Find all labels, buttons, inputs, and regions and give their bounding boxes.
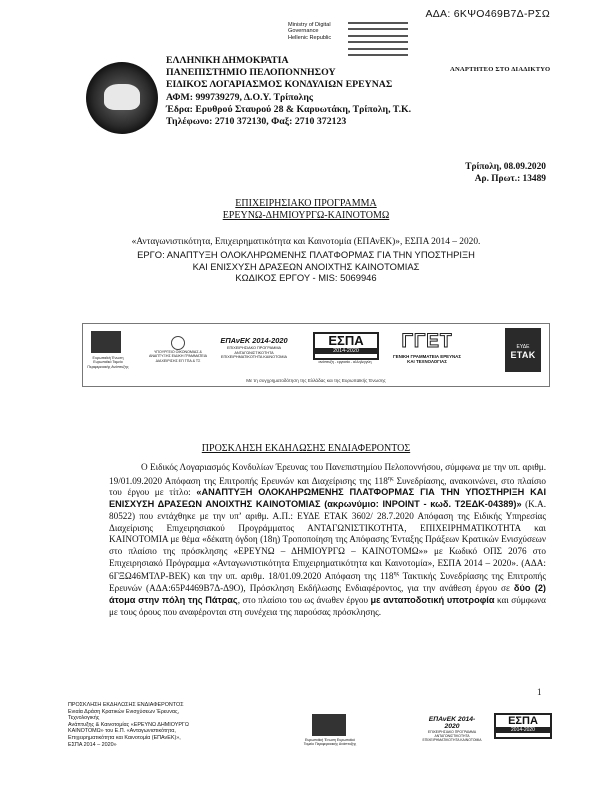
- eyde-big: ΕΤΑΚ: [510, 350, 536, 360]
- espa-years: 2014-2020: [315, 348, 377, 354]
- footer-epanek-subtitle: ΕΠΙΧΕΙΡΗΣΙΑΚΟ ΠΡΟΓΡΑΜΜΑ ΑΝΤΑΓΩΝΙΣΤΙΚΟΤΗΤΑ ΕΠΙΧΕΙΡΗΜΑΤΙΚΟΤΗΤΑ ΚΑΙΝΟΤΟΜΙΑ: [422, 730, 482, 743]
- footer-line: ΚΑΙΝΟΤΟΜΩ» του Ε.Π. «Ανταγωνιστικότητα,: [68, 728, 176, 735]
- gget-subtitle: ΓΕΝΙΚΗ ΓΡΑΜΜΑΤΕΙΑ ΕΡΕΥΝΑΣ ΚΑΙ ΤΕΧΝΟΛΟΓΙΑΣ: [393, 354, 461, 365]
- espa-logo: [313, 332, 379, 360]
- university-seal-logo: [86, 62, 158, 134]
- footer-line: Επιχειρηματικότητα και Καινοτομία (ΕΠΑνΕΚ)»,: [68, 734, 181, 741]
- eu-flag-icon: [91, 331, 121, 353]
- ministry-text: ΥΠΟΥΡΓΕΙΟ ΟΙΚΟΝΟΜΙΑΣ & ΑΝΑΠΤΥΞΗΣ ΕΙΔΙΚΗ ΓΡΑΜΜΑΤΕΙΑ ΔΙΑΧΕΙΡΙΣΗΣ ΕΠ ΤΠΑ & ΤΣ: [148, 350, 208, 363]
- date-block: [465, 161, 546, 185]
- epanek-title: ΕΠΑνΕΚ 2014-2020: [220, 336, 288, 345]
- letterhead-line: Τηλέφωνο: 2710 372130, Φαξ: 2710 372123: [166, 116, 347, 128]
- espa-subtitle: ανάπτυξη - εργασία - αλληλεγγύη: [318, 360, 372, 364]
- gget-title: ΓΓΕΤ: [401, 331, 453, 352]
- espa-title: ΕΣΠΑ: [328, 333, 364, 348]
- project-info: [60, 237, 552, 284]
- footer-epanek-logo: [422, 716, 482, 743]
- signature-line: Governance: [288, 28, 319, 35]
- epanek-subtitle: ΕΠΙΧΕΙΡΗΣΙΑΚΟ ΠΡΟΓΡΑΜΜΑ ΑΝΤΑΓΩΝΙΣΤΙΚΟΤΗΤΑ ΕΠΙΧΕΙΡΗΜΑΤΙΚΟΤΗΤΑ ΚΑΙΝΟΤΟΜΙΑ: [220, 346, 288, 360]
- page-number: 1: [537, 687, 542, 697]
- footer-eu-text: Ευρωπαϊκή Ένωση Ευρωπαϊκό Ταμείο Περιφερειακής Ανάπτυξης: [303, 738, 357, 747]
- ministry-emblem-icon: [171, 336, 185, 350]
- signature-line: Hellenic Republic: [288, 34, 332, 41]
- program-line: ΕΠΙΧΕΙΡΗΣΙΑΚΟ ΠΡΟΓΡΑΜΜΑ: [235, 198, 377, 209]
- banner-caption: Με τη συγχρηματοδότηση της Ελλάδας και της Ευρωπαϊκής Ένωσης: [246, 378, 386, 383]
- gget-logo: [393, 332, 461, 365]
- signature-line: Ministry of Digital: [288, 22, 331, 28]
- epanek-logo: [219, 336, 289, 364]
- project-code: ΚΩΔΙΚΟΣ ΕΡΓΟΥ - MIS: 5069946: [235, 272, 377, 284]
- footer-line: Ενιαία Δράση Κρατικών Ενισχύσεων Έρευνας, Τεχνολογικής: [68, 708, 180, 722]
- place-date: Τρίπολη, 08.09.2020: [465, 162, 546, 172]
- invitation-body: Ο Ειδικός Λογαριασμός Κονδυλίων Έρευνας του Πανεπιστημίου Πελοποννήσου, σύμφωνα με την υπ. αριθμ. 19/01.09.2020 Απόφαση της Επιτροπής Ερευνών και Διαχείρισης της $118^{\eta\varsigma}$ Συνεδρίασης, ανακοινώνει, στο πλαίσιο του έργου με τίτλο: «ΑΝΑΠΤΥΞΗ ΟΛΟΚΛΗΡΩΜΕΝΗΣ ΠΛΑΤΦΟΡΜΑΣ ΓΙΑ ΤΗΝ ΥΠΟΣΤΗΡΙΞΗ ΚΑΙ ΕΝΙΣΧΥΣΗ ΔΡΑΣΕΩΝ ΑΝΟΙΧΤΗΣ ΚΑΙΝΟΤΟΜΙΑΣ (ακρωνύμιο: INPOINT - κωδ. Τ2ΕΔΚ-04389)» (Κ.Α. 80522) που εντάχθηκε με την υπ’ αριθμ. Α.Π.: ΕΥΔΕ ΕΤΑΚ 3602/ 28.7.2020 Απόφαση της Ειδικής Υπηρεσίας Διαχείρισης Επιχειρησιακού Προγράμματος ΑΝΤΑΓΩΝΙΣΤΙΚΟΤΗΤΑ, ΕΠΙΧΕΙΡΗΜΑΤΙΚΟΤΗΤΑ και ΚΑΙΝΟΤΟΜΙΑ με θέμα «δέκατη όγδοη (18η) Τροποποίηση της Απόφασης Ένταξης Πράξεων Κρατικών Ενισχύσεων στο πλαίσιο της πρόσκλησης «ΕΡΕΥΝΩ – ΔΗΜΙΟΥΡΓΩ – ΚΑΙΝΟΤΟΜΩ»» με Κωδικό ΟΠΣ 2076 στο Επιχειρησιακό Πρόγραμμα «Ανταγωνιστικότητα Επιχειρηματικότητα και Καινοτομία», ΕΣΠΑ 2014 – 2020». (ΑΔΑ: 6ΓΞΩ46ΜΤΛΡ-ΒΕΚ) και την υπ. αριθμ. 18/01.09.2020 Απόφαση της $118^{\eta\varsigma}$ Τακτικής Συνεδρίασης της Επιτροπής Ερευνών (ΑΔΑ:65Ρ4469Β7Δ-Δ9Ο), Πρόσκληση Εκδήλωσης Ενδιαφέροντος, για την ανάθεση έργου σε δύο (2) άτομα στην πόλη της Πάτρας, στο πλαίσιο του ως άνωθεν έργου με ανταποδοτική υποτροφία και σύμφωνα με τους όρους που αναφέρονται στη συνέχεια της παρούσας πρόσκλησης.: [109, 462, 546, 617]
- program-title: [60, 198, 552, 222]
- program-line: ΕΡΕΥΝΩ-ΔΗΜΙΟΥΡΓΩ-ΚΑΙΝΟΤΟΜΩ: [222, 210, 390, 221]
- letterhead-line: ΑΦΜ: 999739279, Δ.Ο.Υ. Τρίπολης: [166, 91, 314, 103]
- footer-espa-years: 2014-2020: [496, 727, 550, 733]
- project-line: ΕΡΓΟ: ΑΝΑΠΤΥΞΗ ΟΛΟΚΛΗΡΩΜΕΝΗΣ ΠΛΑΤΦΟΡΜΑΣ ΓΙΑ ΤΗΝ ΥΠΟΣΤΗΡΙΞΗ: [137, 248, 475, 260]
- letterhead-line: ΠΑΝΕΠΙΣΤΗΜΙΟ ΠΕΛΟΠΟΝΝΗΣΟΥ: [166, 67, 336, 79]
- eyde-etak-logo: [505, 328, 541, 372]
- footer-line: Ανάπτυξης & Καινοτομίας «ΕΡΕΥΝΩ ΔΗΜΙΟΥΡΓΩ: [68, 721, 189, 728]
- project-line: «Ανταγωνιστικότητα, Επιχειρηματικότητα και Καινοτομία (ΕΠΑνΕΚ)», ΕΣΠΑ 2014 – 2020.: [131, 237, 481, 247]
- letterhead-line: ΕΙΔΙΚΟΣ ΛΟΓΑΡΙΑΣΜΟΣ ΚΟΝΔΥΛΙΩΝ ΕΡΕΥΝΑΣ: [166, 79, 393, 91]
- footer-line: ΕΣΠΑ 2014 – 2020»: [68, 741, 117, 748]
- footer-espa-logo: [494, 713, 552, 739]
- letterhead: [166, 55, 411, 128]
- project-line: ΚΑΙ ΕΝΙΣΧΥΣΗ ΔΡΑΣΕΩΝ ΑΝΟΙΧΤΗΣ ΚΑΙΝΟΤΟΜΙΑΣ: [192, 260, 420, 272]
- eu-text: Ευρωπαϊκή Ένωση Ευρωπαϊκό Ταμείο Περιφερειακής Ανάπτυξης: [87, 356, 129, 369]
- publish-online-label: ΑΝΑΡΤΗΤΕΟ ΣΤΟ ΔΙΑΔΙΚΤΥΟ: [450, 66, 551, 73]
- footer-epanek-title: ΕΠΑνΕΚ 2014-2020: [428, 716, 476, 730]
- letterhead-line: Έδρα: Ερυθρού Σταυρού 28 & Καρυωτάκη, Τρίπολη, Τ.Κ.: [166, 103, 412, 115]
- digital-signature-label: [288, 22, 331, 41]
- funding-logos-banner: [82, 323, 550, 387]
- footer-line: ΠΡΟΣΚΛΗΣΗ ΕΚΔΗΛΩΣΗΣ ΕΝΔΙΑΦΕΡΟΝΤΟΣ: [68, 702, 184, 708]
- ada-code: ΑΔΑ: 6ΚΨΟ469Β7Δ-ΡΣΩ: [425, 8, 550, 20]
- footer-eu-flag-icon: [312, 714, 346, 736]
- protocol-number: Αρ. Πρωτ.: 13489: [474, 174, 546, 184]
- footer-text: [68, 702, 208, 748]
- footer-espa-title: ΕΣΠΑ: [508, 715, 538, 727]
- eyde-small: ΕΥΔΕ: [516, 344, 530, 350]
- invitation-title: ΠΡΟΣΚΛΗΣΗ ΕΚΔΗΛΩΣΗΣ ΕΝΔΙΑΦΕΡΟΝΤΟΣ: [201, 443, 411, 454]
- letterhead-line: ΕΛΛΗΝΙΚΗ ΔΗΜΟΚΡΑΤΙΑ: [166, 55, 289, 66]
